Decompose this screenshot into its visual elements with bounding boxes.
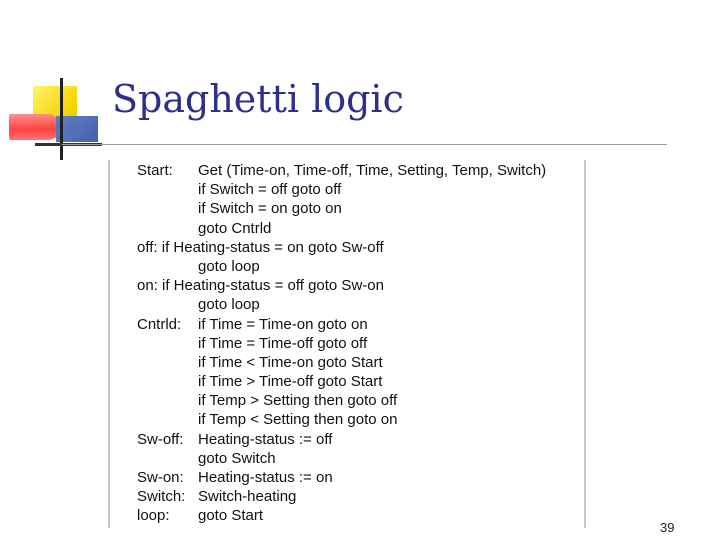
code-label: Cntrld: [137, 315, 182, 333]
code-label: Switch: [137, 488, 186, 506]
code-statement: Heating-status := on [198, 469, 333, 486]
code-statement: Switch-heating [198, 488, 297, 506]
code-label: loop: [137, 507, 170, 525]
logo-red-shape [9, 114, 61, 140]
title-underline [62, 144, 667, 145]
code-statement: if Time = Time-on goto on [198, 315, 368, 333]
code-statement: goto Cntrld [198, 219, 272, 237]
code-statement: Heating-status := off [198, 430, 333, 448]
code-label: Start: [137, 162, 173, 179]
code-label: Sw-on: [137, 469, 184, 486]
code-label: Sw-off: [137, 430, 184, 448]
code-statement: if Switch = off goto off [198, 181, 342, 199]
code-statement: on: if Heating-status = off goto Sw-on [137, 277, 384, 295]
code-statement: if Time < Time-on goto Start [198, 353, 383, 371]
code-statement: goto loop [198, 296, 260, 314]
code-statement: if Temp < Setting then goto on [198, 411, 398, 429]
code-statement: if Time > Time-off goto Start [198, 373, 383, 391]
code-statement: off: if Heating-status = on goto Sw-off [137, 238, 384, 256]
slide-title: Spaghetti logic [112, 77, 404, 121]
code-statement: if Switch = on goto on [198, 200, 342, 218]
code-statement: Get (Time-on, Time-off, Time, Setting, Temp, Switch) [198, 162, 547, 179]
code-statement: goto Start [198, 507, 264, 525]
code-statement: goto loop [198, 257, 260, 275]
code-statement: if Temp > Setting then goto off [198, 392, 398, 410]
page-number: 39 [660, 520, 675, 535]
logo-vertical-line [60, 78, 63, 160]
code-statement: if Time = Time-off goto off [198, 334, 368, 352]
code-statement: goto Switch [198, 449, 276, 467]
